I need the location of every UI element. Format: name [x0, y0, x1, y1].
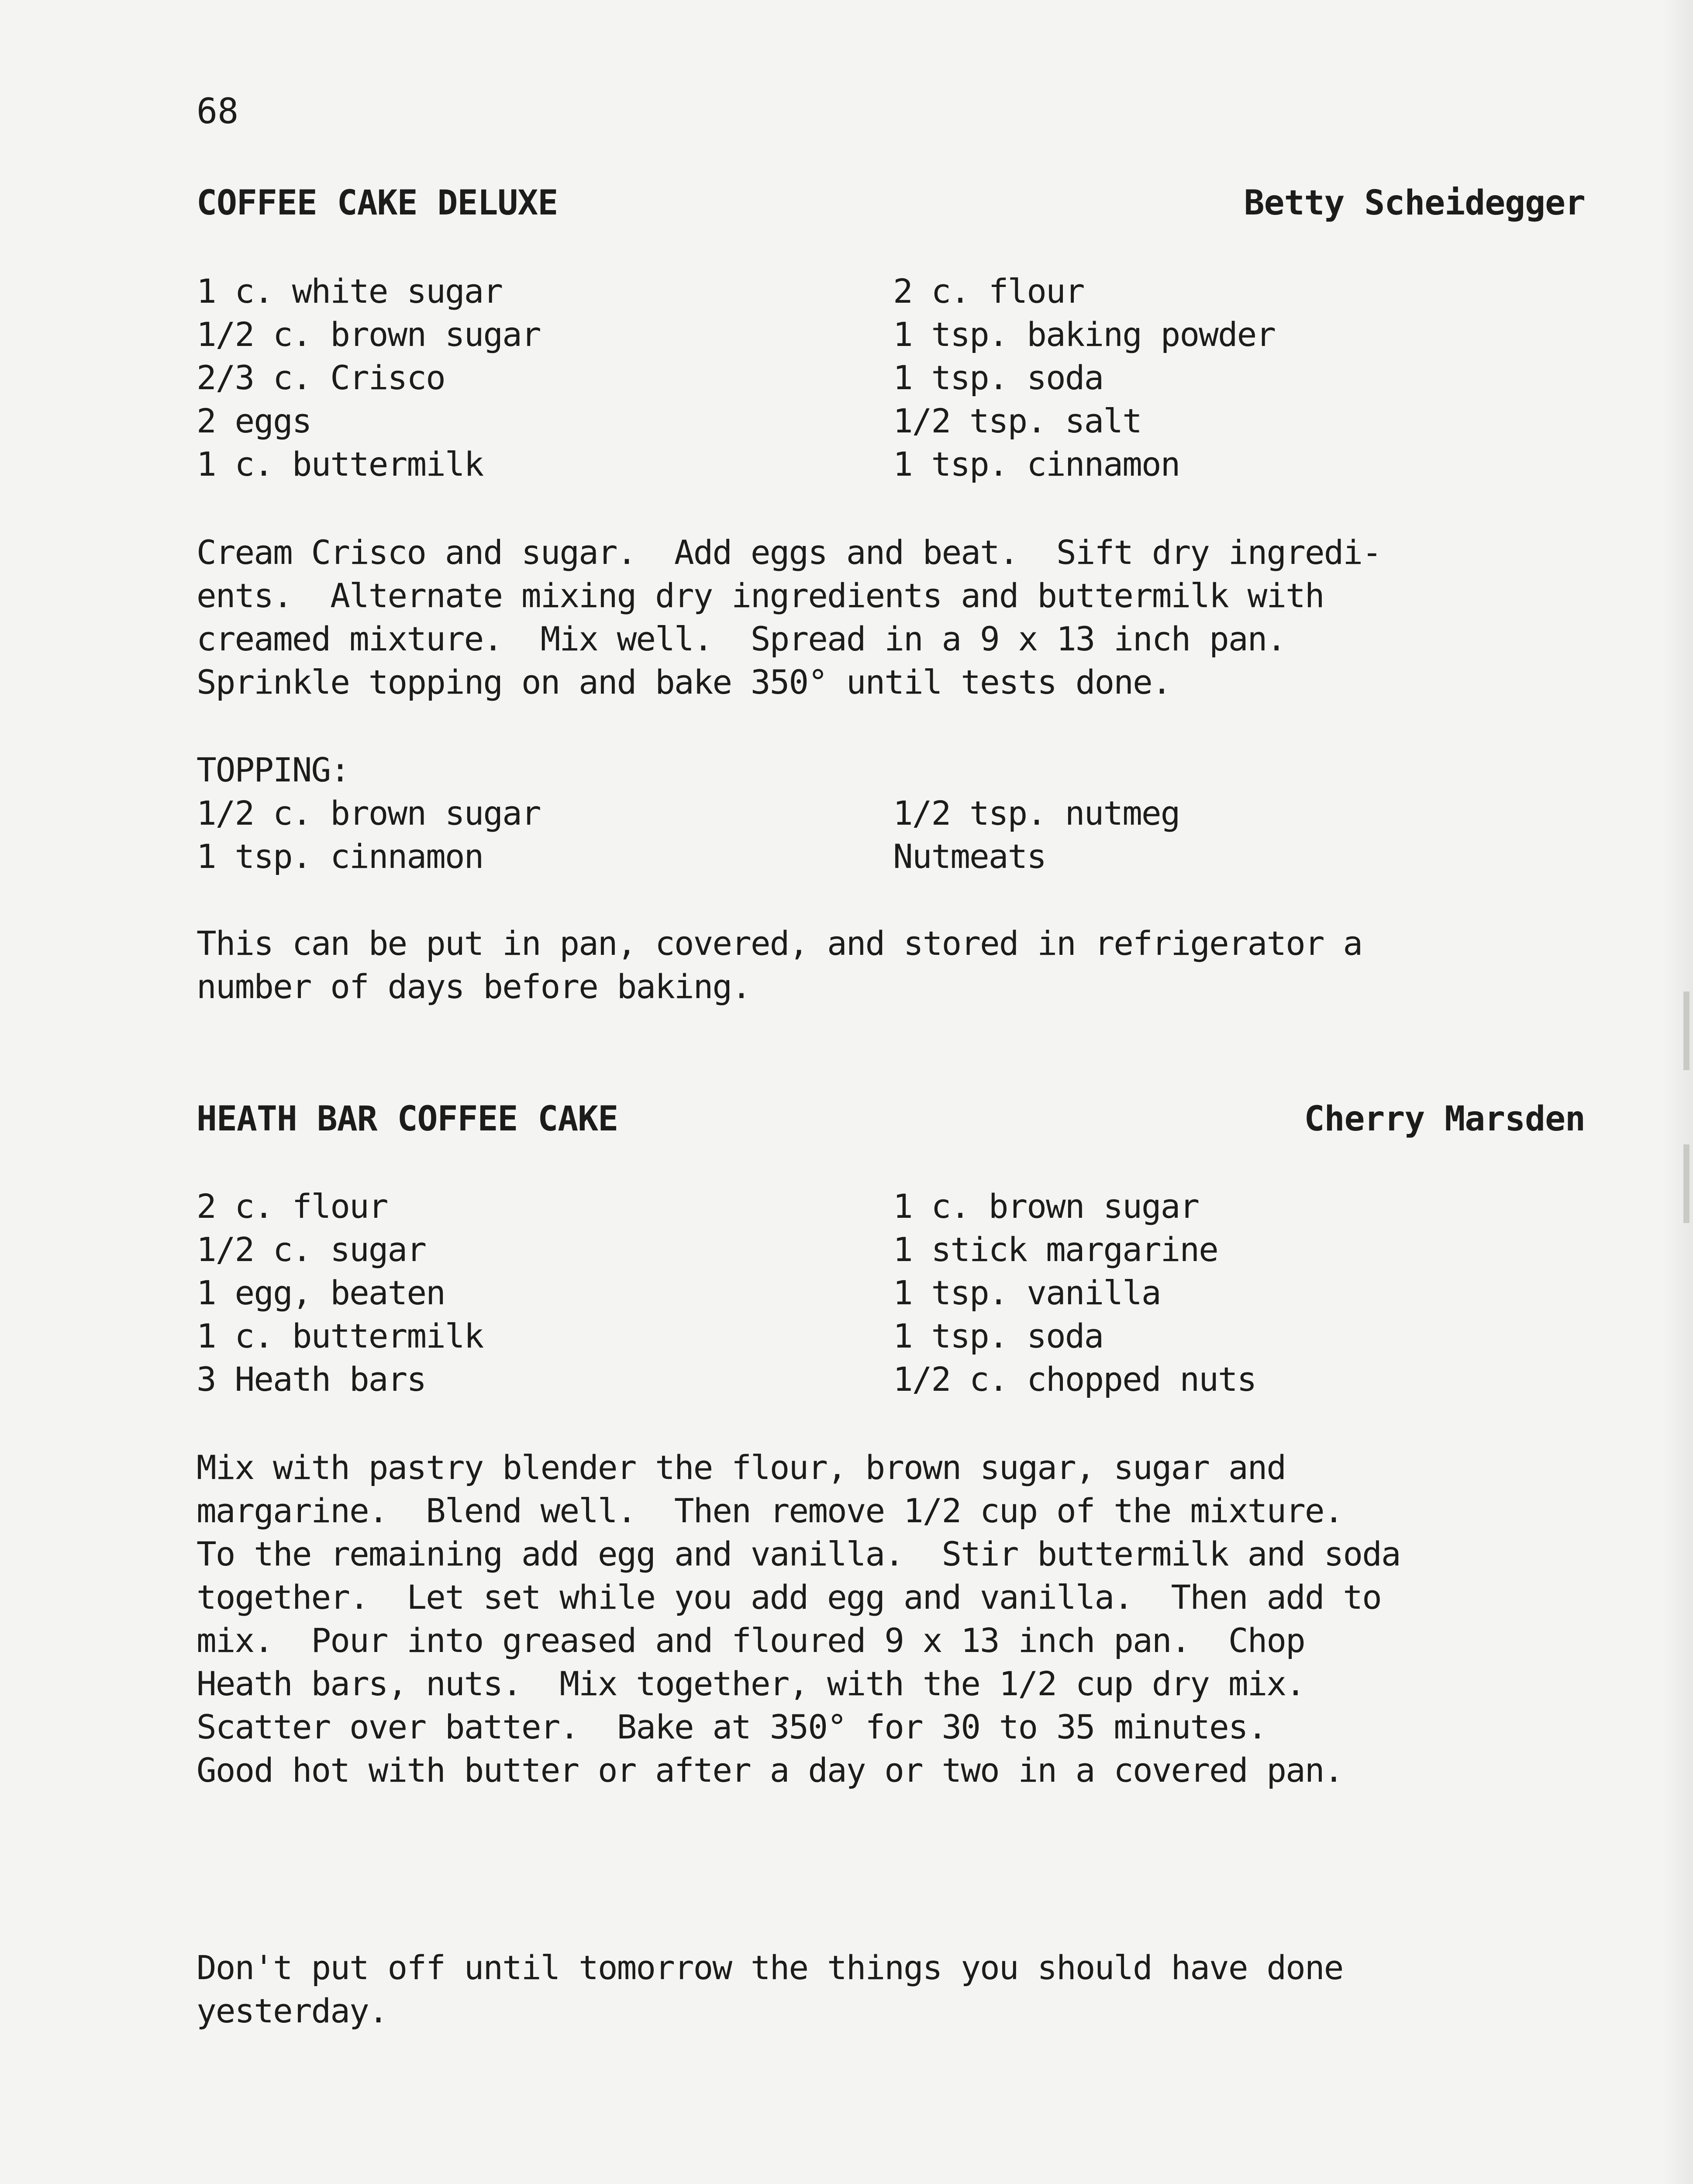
recipe-title: HEATH BAR COFFEE CAKE: [197, 1099, 618, 1139]
ingredient-item: 2 c. flour: [893, 272, 1084, 311]
page-edge-shadow: [1662, 0, 1693, 2184]
directions-line: margarine. Blend well. Then remove 1/2 cup of the mixture.: [197, 1491, 1343, 1530]
ingredient-item: 1 tsp. baking powder: [893, 315, 1276, 354]
quote-line: yesterday.: [197, 1991, 388, 2030]
directions-line: ents. Alternate mixing dry ingredients and buttermilk with: [197, 576, 1324, 615]
ingredient-item: 2/3 c. Crisco: [197, 358, 445, 397]
note-line: number of days before baking.: [197, 967, 751, 1006]
ingredient-column-right: [893, 1185, 1592, 1401]
recipe-author: Betty Scheidegger: [1244, 183, 1585, 223]
ingredient-item: 1/2 c. sugar: [197, 1230, 426, 1269]
directions-line: creamed mixture. Mix well. Spread in a 9 x 13 inch pan.: [197, 619, 1286, 658]
topping-list: [197, 791, 1594, 878]
ingredient-column-left: [197, 270, 893, 486]
ingredient-item: 1 tsp. soda: [893, 1317, 1103, 1355]
ingredient-item: 3 Heath bars: [197, 1360, 426, 1399]
binding-mark: [1683, 1144, 1690, 1223]
binding-mark: [1683, 992, 1690, 1070]
directions-line: Good hot with butter or after a day or two in a covered pan.: [197, 1751, 1343, 1790]
note-line: This can be put in pan, covered, and stored in refrigerator a: [197, 924, 1362, 963]
recipe-author: Cherry Marsden: [1304, 1099, 1585, 1139]
recipe-directions: [197, 531, 1603, 704]
topping-item: 1/2 tsp. nutmeg: [893, 794, 1180, 833]
recipe-header: [197, 181, 1585, 225]
ingredient-item: 2 c. flour: [197, 1187, 388, 1226]
topping-label: TOPPING:: [197, 750, 350, 789]
recipe-directions: [197, 1446, 1603, 1792]
topping-item: 1/2 c. brown sugar: [197, 794, 541, 833]
directions-line: together. Let set while you add egg and vanilla. Then add to: [197, 1578, 1381, 1617]
topping-column-left: [197, 791, 893, 878]
directions-line: To the remaining add egg and vanilla. Stir buttermilk and soda: [197, 1534, 1400, 1573]
ingredient-item: 1 tsp. soda: [893, 358, 1103, 397]
filler-quote: [197, 1946, 1603, 2032]
ingredient-list: [197, 270, 1594, 486]
directions-line: Heath bars, nuts. Mix together, with the 1/2 cup dry mix.: [197, 1664, 1305, 1703]
directions-line: Sprinkle topping on and bake 350° until tests done.: [197, 663, 1171, 702]
ingredient-item: 1 c. brown sugar: [893, 1187, 1199, 1226]
recipe-title: COFFEE CAKE DELUXE: [197, 183, 558, 223]
directions-line: mix. Pour into greased and floured 9 x 13 inch pan. Chop: [197, 1621, 1305, 1660]
topping-item: 1 tsp. cinnamon: [197, 837, 483, 876]
ingredient-item: 2 eggs: [197, 401, 311, 440]
ingredient-item: 1 tsp. cinnamon: [893, 445, 1180, 484]
ingredient-item: 1 stick margarine: [893, 1230, 1218, 1269]
directions-line: Mix with pastry blender the flour, brown sugar, sugar and: [197, 1448, 1286, 1487]
ingredient-item: 1/2 tsp. salt: [893, 401, 1141, 440]
directions-line: Scatter over batter. Bake at 350° for 30 to 35 minutes.: [197, 1707, 1267, 1746]
recipe-note: [197, 922, 1603, 1008]
ingredient-item: 1 c. white sugar: [197, 272, 503, 311]
directions-line: Cream Crisco and sugar. Add eggs and beat. Sift dry ingredi-: [197, 533, 1381, 572]
ingredient-item: 1/2 c. chopped nuts: [893, 1360, 1256, 1399]
topping-column-right: [893, 791, 1592, 878]
ingredient-column-left: [197, 1185, 893, 1401]
ingredient-list: [197, 1185, 1594, 1401]
ingredient-item: 1 egg, beaten: [197, 1273, 445, 1312]
recipe-header: [197, 1097, 1585, 1141]
ingredient-item: 1 tsp. vanilla: [893, 1273, 1161, 1312]
ingredient-item: 1/2 c. brown sugar: [197, 315, 541, 354]
ingredient-item: 1 c. buttermilk: [197, 445, 483, 484]
quote-line: Don't put off until tomorrow the things you should have done: [197, 1948, 1343, 1987]
topping-item: Nutmeats: [893, 837, 1046, 876]
ingredient-column-right: [893, 270, 1592, 486]
page-number: 68: [197, 91, 239, 131]
ingredient-item: 1 c. buttermilk: [197, 1317, 483, 1355]
